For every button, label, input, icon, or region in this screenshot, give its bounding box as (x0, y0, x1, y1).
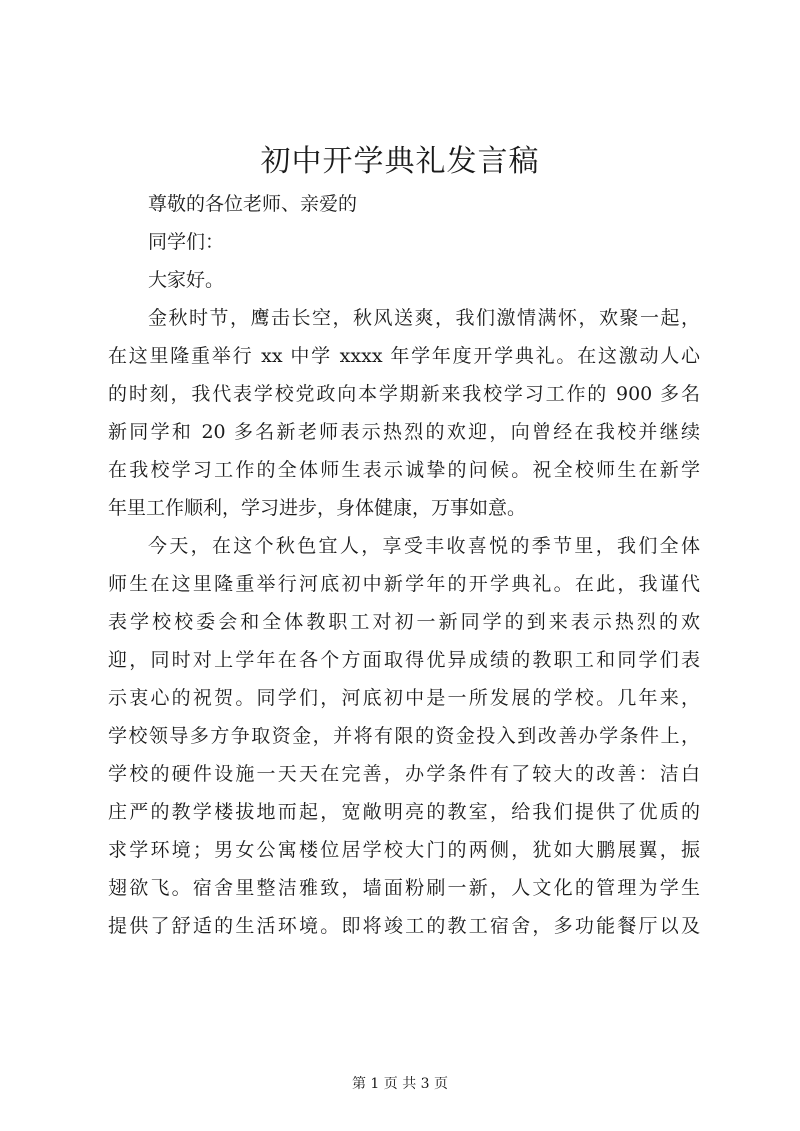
paragraph-line: 庄严的教学楼拔地而起，宽敞明亮的教室，给我们提供了优质的 (108, 801, 700, 823)
paragraph-line: 求学环境；男女公寓楼位居学校大门的两侧，犹如大鹏展翼，振 (108, 839, 700, 861)
paragraph-line: 在这里隆重举行 xx 中学 xxxx 年学年度开学典礼。在这激动人心 (108, 345, 700, 367)
paragraph-line: 师生在这里隆重举行河底初中新学年的开学典礼。在此，我谨代 (108, 573, 700, 595)
document-title: 初中开学典礼发言稿 (260, 144, 540, 179)
page-footer: 第 1 页 共 3 页 (351, 1076, 449, 1092)
salutation-line: 同学们： (148, 231, 225, 253)
paragraph-line: 的时刻，我代表学校党政向本学期新来我校学习工作的 900 多名 (108, 383, 700, 405)
paragraph-line: 示衷心的祝贺。同学们，河底初中是一所发展的学校。几年来， (108, 687, 700, 709)
paragraph-line: 年里工作顺利，学习进步，身体健康，万事如意。 (108, 497, 527, 519)
paragraph-line: 提供了舒适的生活环境。即将竣工的教工宿舍，多功能餐厅以及 (108, 915, 700, 937)
greeting-line: 大家好。 (148, 269, 225, 291)
paragraph-line: 在我校学习工作的全体师生表示诚挚的问候。祝全校师生在新学 (108, 459, 700, 481)
document-body (108, 185, 700, 945)
paragraph-line: 表学校校委会和全体教职工对初一新同学的到来表示热烈的欢 (108, 611, 700, 633)
paragraph-line: 金秋时节，鹰击长空，秋风送爽，我们激情满怀，欢聚一起， (148, 307, 700, 329)
paragraph-line: 新同学和 20 多名新老师表示热烈的欢迎，向曾经在我校并继续 (108, 421, 700, 443)
paragraph-line: 学校领导多方争取资金，并将有限的资金投入到改善办学条件上， (108, 725, 700, 747)
paragraph-line: 迎，同时对上学年在各个方面取得优异成绩的教职工和同学们表 (108, 649, 700, 671)
salutation-line: 尊敬的各位老师、亲爱的 (148, 193, 358, 215)
paragraph-line: 今天，在这个秋色宜人，享受丰收喜悦的季节里，我们全体 (148, 535, 700, 557)
paragraph-line: 学校的硬件设施一天天在完善，办学条件有了较大的改善：洁白 (108, 763, 700, 785)
paragraph-line: 翅欲飞。宿舍里整洁雅致，墙面粉刷一新，人文化的管理为学生 (108, 877, 700, 899)
